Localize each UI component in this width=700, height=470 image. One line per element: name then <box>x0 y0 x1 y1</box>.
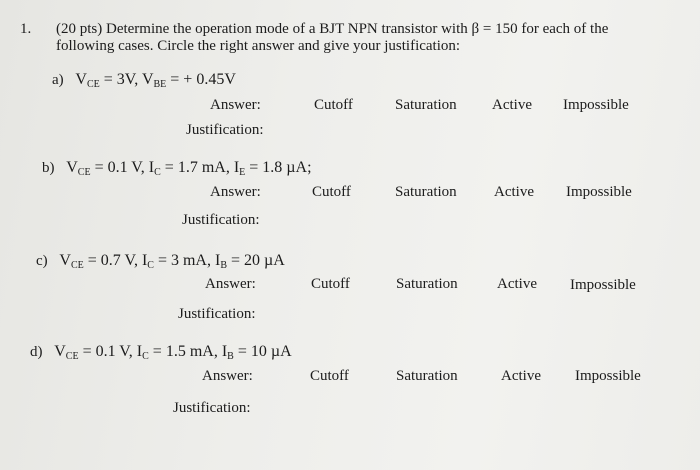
justification-label: Justification: <box>178 306 256 322</box>
option-cutoff[interactable]: Cutoff <box>311 276 350 292</box>
answer-label: Answer: <box>210 184 261 200</box>
part-letter: c) <box>36 253 48 269</box>
part-c-conditions: c) $V_{CE} = 0.7$ V, $I_C = 3$ mA, $I_B = 20$ µA <box>36 252 285 271</box>
option-saturation[interactable]: Saturation <box>395 184 457 200</box>
part-d-conditions: d) $V_{CE} = 0.1$ V, $I_C = 1.5$ mA, $I_B = 10$ µA <box>30 343 292 362</box>
option-active[interactable]: Active <box>494 184 534 200</box>
question-text-line2: following cases. Circle the right answer and give your justification: <box>56 38 461 54</box>
option-impossible[interactable]: Impossible <box>566 184 632 200</box>
option-cutoff[interactable]: Cutoff <box>312 184 351 200</box>
option-impossible[interactable]: Impossible <box>563 97 629 113</box>
part-letter: b) <box>42 160 55 176</box>
option-cutoff[interactable]: Cutoff <box>314 97 353 113</box>
question-text <box>56 21 656 55</box>
part-letter: d) <box>30 344 43 360</box>
part-a-conditions: a) $V_{CE} = 3V$, $V_{BE}$ = + 0.45V <box>52 71 236 90</box>
option-active[interactable]: Active <box>501 368 541 384</box>
answer-label: Answer: <box>205 276 256 292</box>
option-active[interactable]: Active <box>492 97 532 113</box>
option-saturation[interactable]: Saturation <box>396 368 458 384</box>
part-letter: a) <box>52 72 64 88</box>
option-active[interactable]: Active <box>497 276 537 292</box>
option-saturation[interactable]: Saturation <box>395 97 457 113</box>
question-text-line1: (20 pts) Determine the operation mode of a BJT NPN transistor with β = 150 for each of the <box>56 21 609 37</box>
answer-label: Answer: <box>202 368 253 384</box>
answer-label: Answer: <box>210 97 261 113</box>
justification-label: Justification: <box>182 212 260 228</box>
justification-label: Justification: <box>186 122 264 138</box>
option-impossible[interactable]: Impossible <box>575 368 641 384</box>
option-impossible[interactable]: Impossible <box>570 277 636 293</box>
justification-label: Justification: <box>173 400 251 416</box>
option-saturation[interactable]: Saturation <box>396 276 458 292</box>
question-number: 1. <box>20 21 32 37</box>
part-b-conditions: b) $V_{CE} = 0.1$ V, $I_C = 1.7$ mA, $I_E = 1.8$ µA; <box>42 159 312 178</box>
option-cutoff[interactable]: Cutoff <box>310 368 349 384</box>
